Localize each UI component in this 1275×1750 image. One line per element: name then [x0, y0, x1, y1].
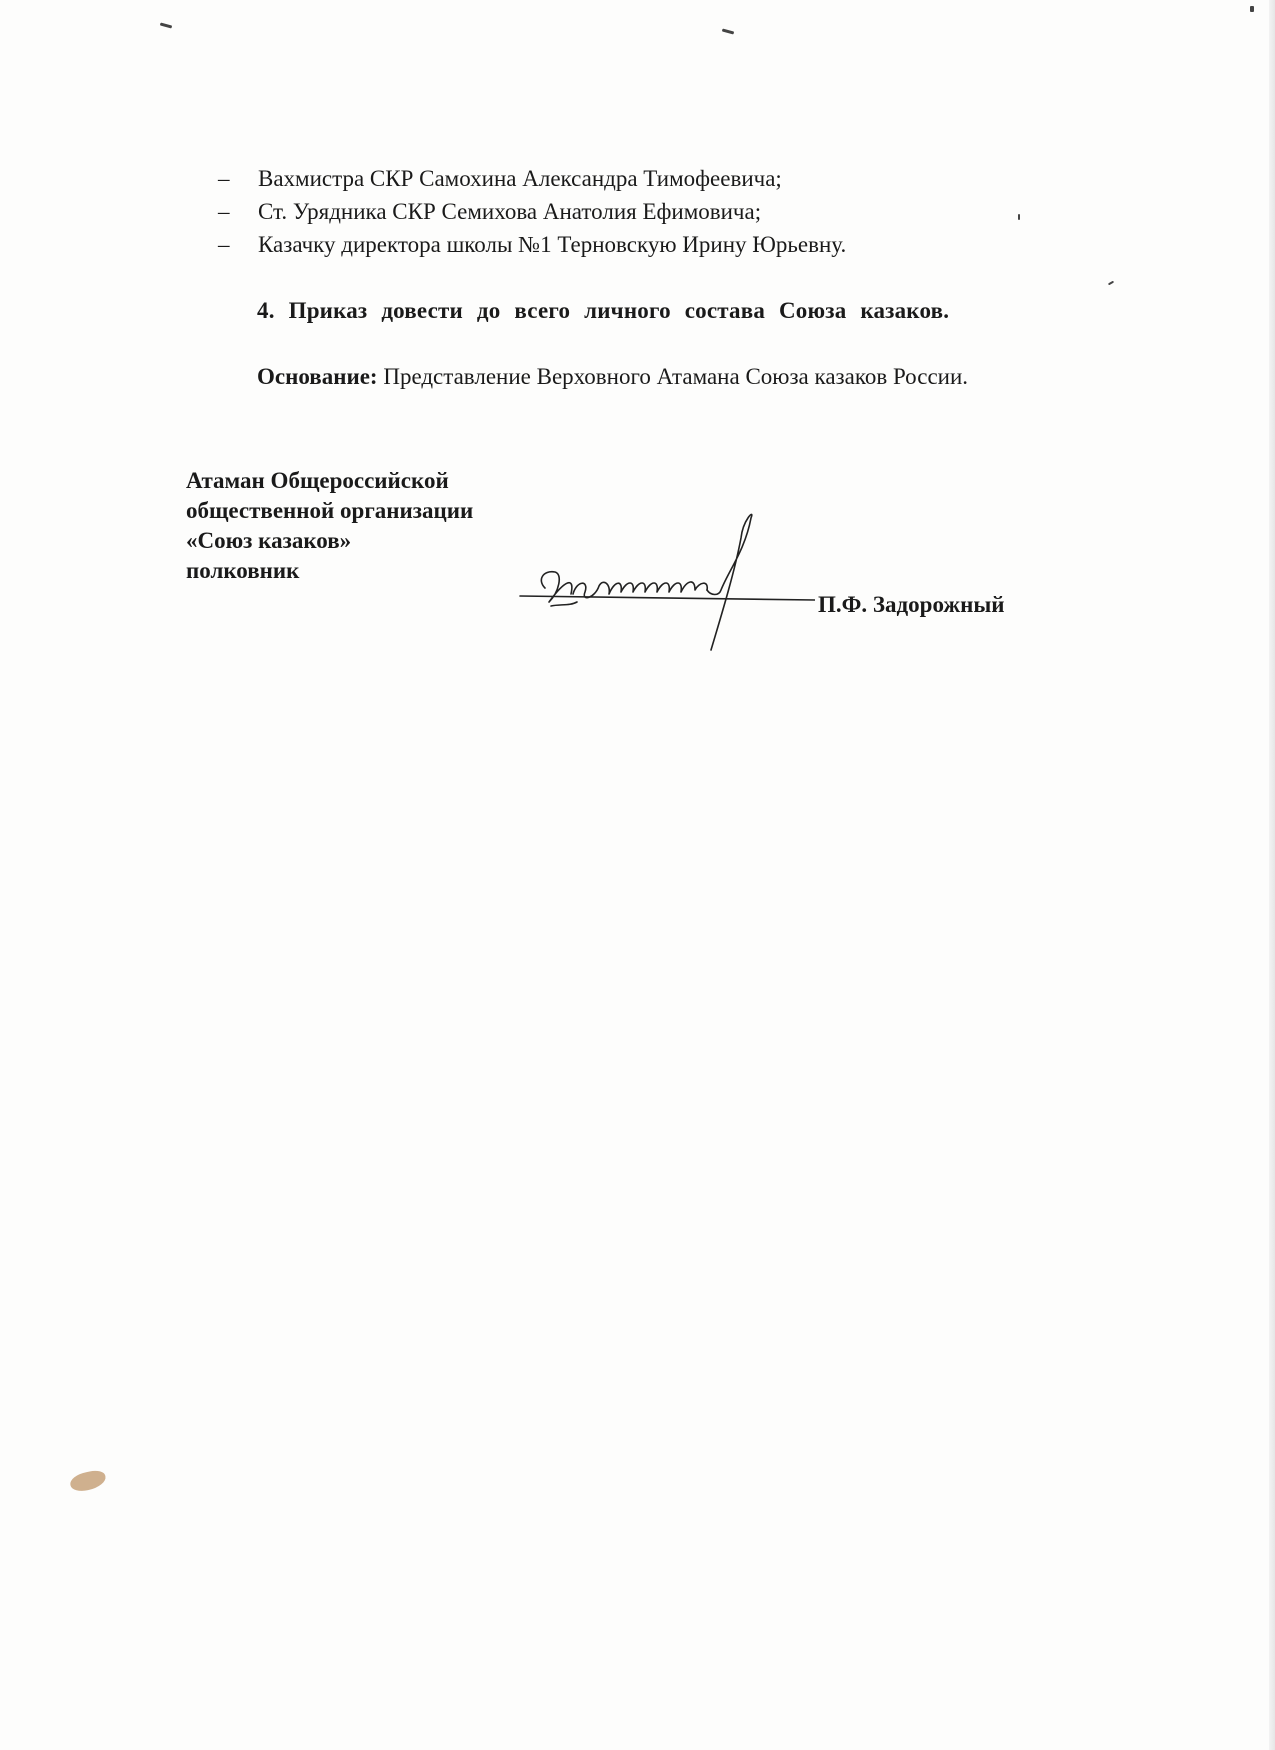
handwritten-signature	[515, 510, 815, 660]
list-item-text: Вахмистра СКР Самохина Александра Тимофеевича;	[258, 166, 782, 191]
awardees-list	[218, 162, 846, 261]
signer-title	[186, 466, 473, 586]
scan-edge	[1269, 0, 1275, 1750]
scan-speck	[1108, 281, 1114, 286]
signer-name: П.Ф. Задорожный	[818, 592, 1005, 617]
scan-speck	[1018, 214, 1020, 220]
signer-title-line: «Союз казаков»	[186, 528, 352, 553]
signer-title-line: Атаман Общероссийской	[186, 468, 449, 493]
basis-label: Основание:	[257, 364, 378, 389]
signer-title-line: полковник	[186, 558, 300, 583]
list-marker: –	[218, 232, 230, 257]
list-item-text: Казачку директора школы №1 Терновскую Ирину Юрьевну.	[258, 232, 847, 257]
list-item-text: Ст. Урядника СКР Семихова Анатолия Ефимовича;	[258, 199, 762, 224]
order-paragraph: 4. Приказ довести до всего личного состава Союза казаков.	[257, 298, 950, 323]
paper-stain	[69, 1468, 108, 1493]
scan-speck	[722, 28, 734, 34]
list-item	[218, 195, 846, 228]
list-item	[218, 228, 846, 261]
list-item	[218, 162, 846, 195]
scan-speck	[1250, 6, 1254, 12]
list-marker: –	[218, 199, 230, 224]
basis-text: Представление Верховного Атамана Союза казаков России.	[383, 364, 969, 389]
list-marker: –	[218, 166, 230, 191]
basis-paragraph	[186, 360, 1171, 393]
scan-speck	[160, 22, 172, 28]
signer-title-line: общественной организации	[186, 498, 474, 523]
